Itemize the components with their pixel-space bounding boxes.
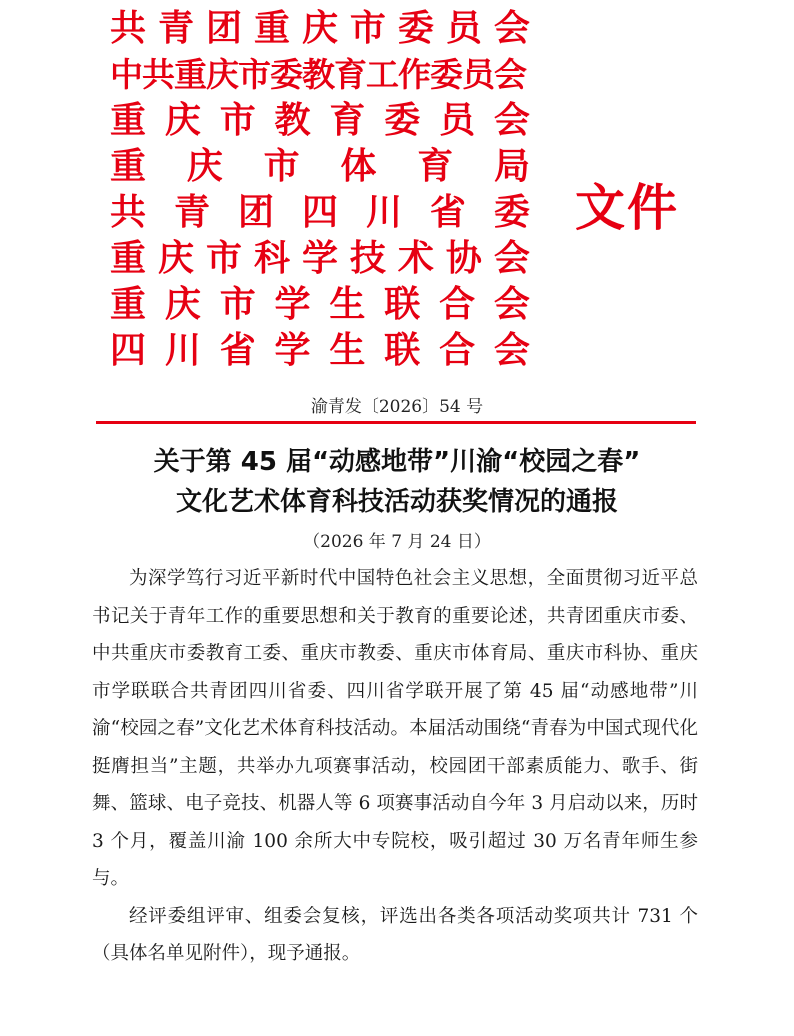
body-paragraph: 为深学笃行习近平新时代中国特色社会主义思想，全面贯彻习近平总书记关于青年工作的重要思想和关于教育的重要论述，共青团重庆市委、中共重庆市委教育工委、重庆市教委、重庆市体育局、重庆市科协、重庆市学联联合共青团四川省委、四川省学联开展了第 45 届“动感地带”川渝“校园之春”文化艺术体育科技活动。本届活动围绕“青春为中国式现代化挺膺担当”主题，共举办九项赛事活动，校园团干部素质能力、歌手、街舞、篮球、电子竞技、机器人等 6 项赛事活动自今年 3 月启动以来，历时 3 个月，覆盖川渝 100 余所大中专院校，吸引超过 30 万名青年师生参与。: [92, 568, 698, 889]
body-paragraph: 经评委组评审、组委会复核，评选出各类各项活动奖项共计 731 个（具体名单见附件），现予通报。: [92, 905, 698, 964]
issuer-list: [110, 6, 530, 374]
issuer-line: 四 川 省 学 生 联 合 会: [110, 330, 530, 371]
issuer-line: 共 青 团 四 川 省 委: [110, 192, 530, 233]
issuer-line: 重 庆 市 教 育 委 员 会: [110, 100, 530, 141]
document-body: [92, 560, 698, 973]
document-title-line-2: 文化艺术体育科技活动获奖情况的通报: [175, 487, 618, 517]
red-divider: [96, 421, 696, 424]
issuer-line: 重 庆 市 科 学 技 术 协 会: [110, 238, 530, 279]
issuer-line: 中共重庆市委教育工作委员会: [110, 55, 526, 94]
document-title-line-1: 关于第 45 届“动感地带”川渝“校园之春”: [153, 447, 641, 477]
issuer-line: 重 庆 市 学 生 联 合 会: [110, 284, 530, 325]
document-date: （2026 年 7 月 24 日）: [303, 532, 491, 552]
issuer-line: 共 青 团 重 庆 市 委 员 会: [110, 8, 530, 49]
document-number: 渝青发〔2026〕54 号: [310, 397, 484, 417]
issuer-line: 重 庆 市 体 育 局: [110, 146, 530, 187]
document-label: 文件: [575, 179, 679, 237]
